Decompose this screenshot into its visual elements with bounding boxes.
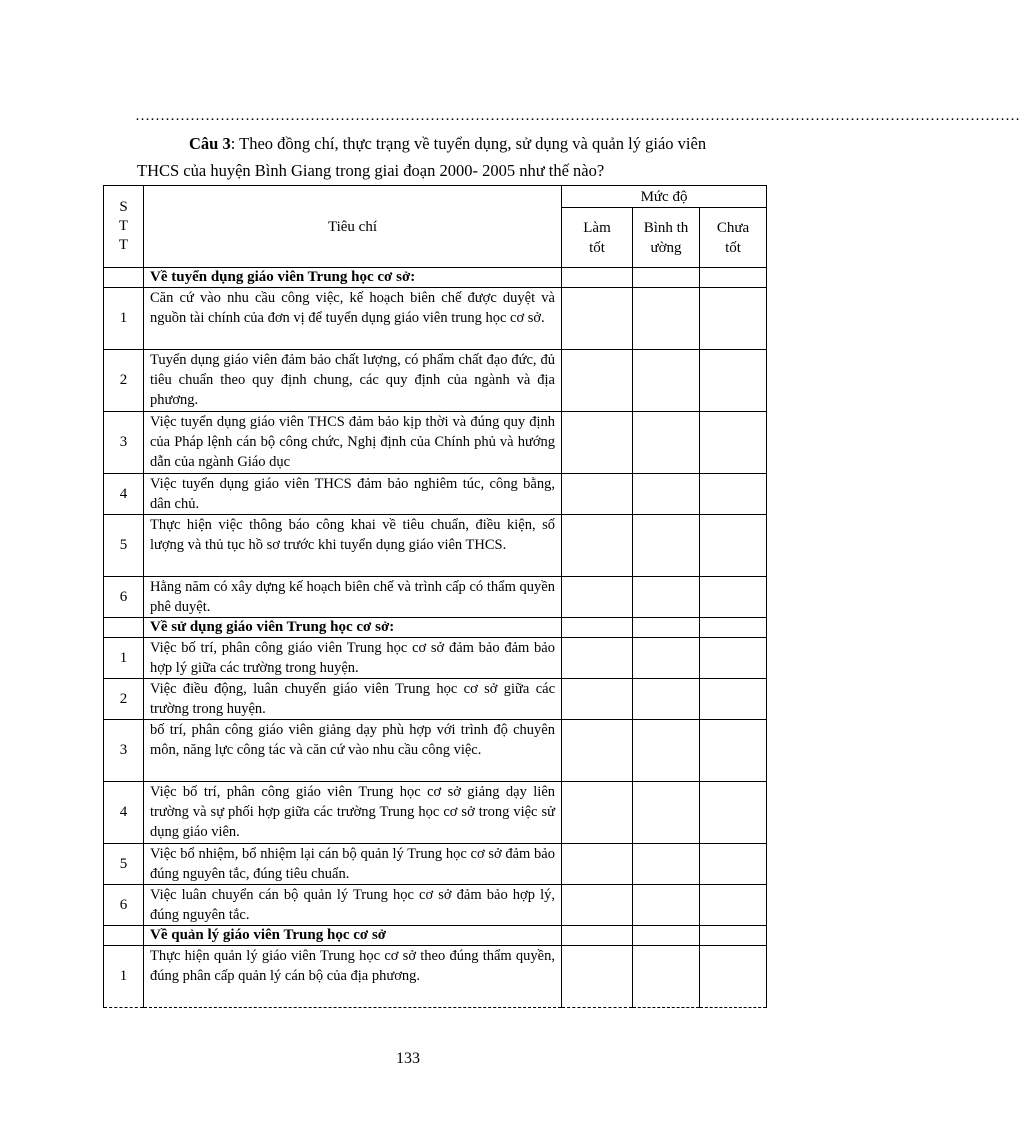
dotted-fill-line: …………………………………………………………………………………………………………………………………………………………… bbox=[135, 108, 1020, 124]
header-not-good bbox=[700, 208, 767, 268]
row-criteria: Hằng năm có xây dựng kế hoạch biên chế và trình cấp có thẩm quyền phê duyệt. bbox=[144, 577, 562, 618]
rating-good-cell[interactable] bbox=[562, 679, 633, 720]
header-not-good-text: Chưa tốt bbox=[716, 219, 750, 256]
rating-normal-cell[interactable] bbox=[633, 844, 700, 885]
row-criteria: Căn cứ vào nhu cầu công việc, kế hoạch biên chế được duyệt và nguồn tài chính của đơn vị để tuyển dụng giáo viên trung học cơ sở. bbox=[144, 288, 562, 350]
rating-not-good-cell[interactable] bbox=[700, 350, 767, 412]
rating-not-good-cell[interactable] bbox=[700, 946, 767, 1008]
section-empty-cell bbox=[633, 926, 700, 946]
rating-not-good-cell[interactable] bbox=[700, 474, 767, 515]
row-number: 3 bbox=[104, 720, 144, 782]
page-number: 133 bbox=[396, 1050, 420, 1067]
rating-good-cell[interactable] bbox=[562, 577, 633, 618]
row-criteria: Việc luân chuyển cán bộ quản lý Trung học cơ sở đảm bảo hợp lý, đúng nguyên tắc. bbox=[144, 885, 562, 926]
header-level: Mức độ bbox=[562, 186, 767, 208]
rating-not-good-cell[interactable] bbox=[700, 679, 767, 720]
table-row bbox=[104, 412, 767, 474]
section-row bbox=[104, 618, 767, 638]
row-number: 4 bbox=[104, 782, 144, 844]
section-stt-cell bbox=[104, 618, 144, 638]
row-number: 6 bbox=[104, 885, 144, 926]
row-number: 2 bbox=[104, 350, 144, 412]
section-empty-cell bbox=[633, 618, 700, 638]
rating-not-good-cell[interactable] bbox=[700, 885, 767, 926]
row-criteria: Tuyển dụng giáo viên đảm bảo chất lượng, có phẩm chất đạo đức, đủ tiêu chuẩn theo quy định chung, các quy định của ngành và địa phương. bbox=[144, 350, 562, 412]
section-title: Về quản lý giáo viên Trung học cơ sở bbox=[144, 926, 562, 946]
rating-not-good-cell[interactable] bbox=[700, 288, 767, 350]
rating-normal-cell[interactable] bbox=[633, 946, 700, 1008]
rating-normal-cell[interactable] bbox=[633, 885, 700, 926]
section-empty-cell bbox=[700, 618, 767, 638]
table-row bbox=[104, 515, 767, 577]
rating-good-cell[interactable] bbox=[562, 412, 633, 474]
rating-normal-cell[interactable] bbox=[633, 720, 700, 782]
row-number: 4 bbox=[104, 474, 144, 515]
survey-table bbox=[103, 185, 767, 1008]
rating-not-good-cell[interactable] bbox=[700, 782, 767, 844]
row-criteria: Thực hiện việc thông báo công khai về tiêu chuẩn, điều kiện, số lượng và thủ tục hồ sơ trước khi tuyển dụng giáo viên THCS. bbox=[144, 515, 562, 577]
header-stt-text: S T T bbox=[118, 199, 129, 253]
row-criteria: Việc tuyển dụng giáo viên THCS đảm bảo nghiêm túc, công bằng, dân chủ. bbox=[144, 474, 562, 515]
table-row bbox=[104, 288, 767, 350]
row-number: 1 bbox=[104, 638, 144, 679]
table-row bbox=[104, 474, 767, 515]
rating-normal-cell[interactable] bbox=[633, 782, 700, 844]
rating-good-cell[interactable] bbox=[562, 782, 633, 844]
section-empty-cell bbox=[562, 926, 633, 946]
rating-normal-cell[interactable] bbox=[633, 515, 700, 577]
rating-not-good-cell[interactable] bbox=[700, 844, 767, 885]
header-good bbox=[562, 208, 633, 268]
header-normal-text: Bình thường bbox=[643, 219, 689, 256]
rating-normal-cell[interactable] bbox=[633, 412, 700, 474]
table-row bbox=[104, 782, 767, 844]
table-row bbox=[104, 885, 767, 926]
rating-not-good-cell[interactable] bbox=[700, 577, 767, 618]
header-criteria: Tiêu chí bbox=[144, 186, 562, 268]
rating-good-cell[interactable] bbox=[562, 885, 633, 926]
section-stt-cell bbox=[104, 268, 144, 288]
rating-not-good-cell[interactable] bbox=[700, 412, 767, 474]
table-row bbox=[104, 946, 767, 1008]
rating-not-good-cell[interactable] bbox=[700, 638, 767, 679]
rating-good-cell[interactable] bbox=[562, 288, 633, 350]
section-title: Về tuyển dụng giáo viên Trung học cơ sở: bbox=[144, 268, 562, 288]
section-empty-cell bbox=[633, 268, 700, 288]
section-empty-cell bbox=[700, 926, 767, 946]
table-row bbox=[104, 844, 767, 885]
row-number: 2 bbox=[104, 679, 144, 720]
rating-good-cell[interactable] bbox=[562, 350, 633, 412]
section-empty-cell bbox=[562, 618, 633, 638]
section-empty-cell bbox=[700, 268, 767, 288]
rating-not-good-cell[interactable] bbox=[700, 515, 767, 577]
section-row bbox=[104, 926, 767, 946]
rating-good-cell[interactable] bbox=[562, 946, 633, 1008]
section-empty-cell bbox=[562, 268, 633, 288]
question-text: : Theo đồng chí, thực trạng về tuyển dụng, sử dụng và quản lý giáo viên THCS của huyện Bình Giang trong giai đoạn 2000- 2005 như thế nào? bbox=[137, 134, 707, 180]
rating-normal-cell[interactable] bbox=[633, 638, 700, 679]
table-row bbox=[104, 350, 767, 412]
question-label: Câu 3 bbox=[189, 134, 231, 153]
table-row bbox=[104, 720, 767, 782]
row-criteria: Việc tuyển dụng giáo viên THCS đảm bảo kịp thời và đúng quy định của Pháp lệnh cán bộ công chức, Nghị định của Chính phủ và hướng dẫn của ngành Giáo dục bbox=[144, 412, 562, 474]
row-number: 1 bbox=[104, 288, 144, 350]
row-criteria: bố trí, phân công giáo viên giảng dạy phù hợp với trình độ chuyên môn, năng lực công tác và căn cứ vào nhu cầu công việc. bbox=[144, 720, 562, 782]
rating-good-cell[interactable] bbox=[562, 844, 633, 885]
row-criteria: Việc bố trí, phân công giáo viên Trung học cơ sở đảm bảo đảm bảo hợp lý giữa các trường trong huyện. bbox=[144, 638, 562, 679]
section-title: Về sử dụng giáo viên Trung học cơ sở: bbox=[144, 618, 562, 638]
rating-good-cell[interactable] bbox=[562, 720, 633, 782]
row-number: 3 bbox=[104, 412, 144, 474]
rating-not-good-cell[interactable] bbox=[700, 720, 767, 782]
rating-good-cell[interactable] bbox=[562, 638, 633, 679]
row-criteria: Việc bố trí, phân công giáo viên Trung học cơ sở giảng dạy liên trường và sự phối hợp giữa các trường Trung học cơ sở trong việc sử dụng giáo viên. bbox=[144, 782, 562, 844]
rating-good-cell[interactable] bbox=[562, 515, 633, 577]
section-row bbox=[104, 268, 767, 288]
rating-normal-cell[interactable] bbox=[633, 350, 700, 412]
header-stt bbox=[104, 186, 144, 268]
row-criteria: Việc bổ nhiệm, bổ nhiệm lại cán bộ quản lý Trung học cơ sở đảm bảo đúng nguyên tắc, đúng tiêu chuẩn. bbox=[144, 844, 562, 885]
question-paragraph bbox=[137, 130, 747, 184]
table-row bbox=[104, 679, 767, 720]
rating-normal-cell[interactable] bbox=[633, 679, 700, 720]
header-normal bbox=[633, 208, 700, 268]
rating-normal-cell[interactable] bbox=[633, 288, 700, 350]
row-criteria: Việc điều động, luân chuyển giáo viên Trung học cơ sở giữa các trường trong huyện. bbox=[144, 679, 562, 720]
rating-normal-cell[interactable] bbox=[633, 577, 700, 618]
rating-good-cell[interactable] bbox=[562, 474, 633, 515]
section-stt-cell bbox=[104, 926, 144, 946]
row-number: 5 bbox=[104, 844, 144, 885]
row-number: 5 bbox=[104, 515, 144, 577]
table-row bbox=[104, 638, 767, 679]
rating-normal-cell[interactable] bbox=[633, 474, 700, 515]
row-criteria: Thực hiện quản lý giáo viên Trung học cơ sở theo đúng thẩm quyền, đúng phân cấp quản lý cán bộ của địa phương. bbox=[144, 946, 562, 1008]
row-number: 1 bbox=[104, 946, 144, 1008]
row-number: 6 bbox=[104, 577, 144, 618]
table-row bbox=[104, 577, 767, 618]
header-good-text: Làm tốt bbox=[583, 219, 611, 256]
